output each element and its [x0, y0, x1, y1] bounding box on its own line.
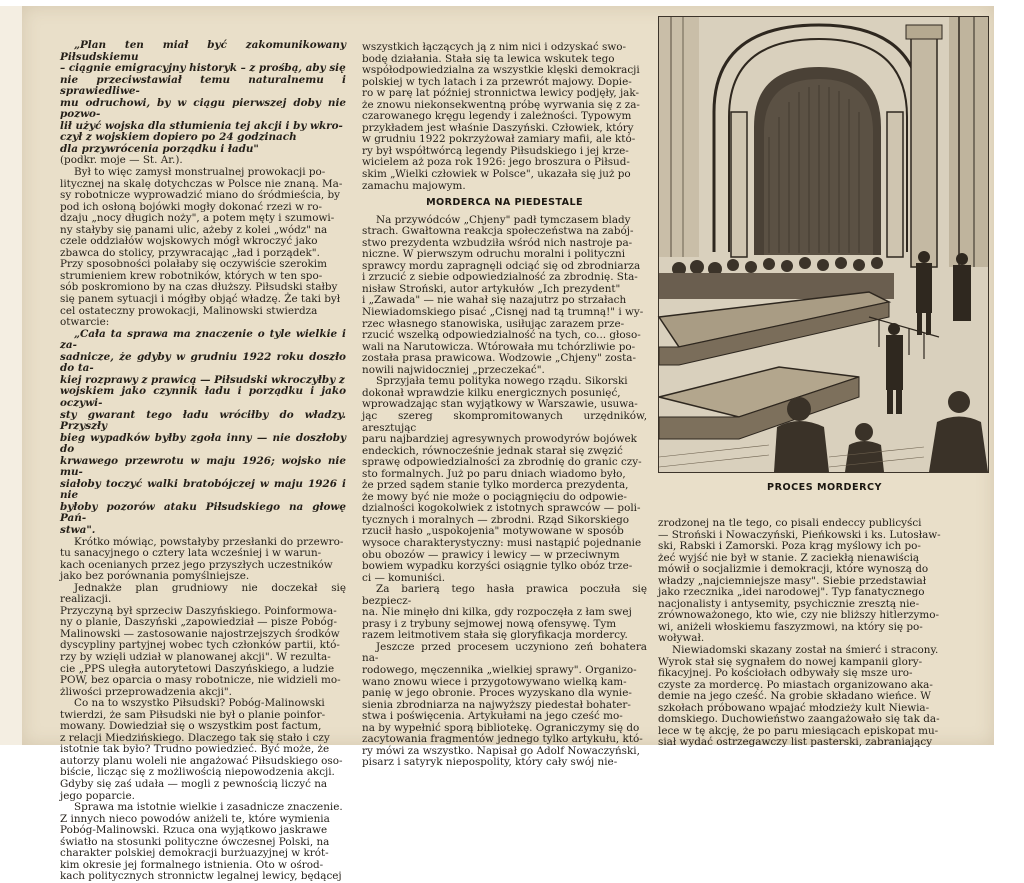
paragraph: Niewiadomski skazany został na śmierć i stracony. Wyrok stał się sygnałem do nowej kampanii glory- fikacyjnej. Po kościołach odbywały się msze uro- czyste za mordercę. Po miastach organizowano aka- demie na jego cześć. Na grobie składano wieńce. W szkołach próbowano wpajać młodzieży kult Niewia- domskiego. Duchowieństwo zaangażowało się tak da- lece w tę akcję, że po paru miesiącach episkopat mu- siał wydać ostrzegawczy list pasterski, zabraniający [658, 644, 940, 749]
section-heading: MORDERCA NA PIEDESTALE [426, 197, 583, 209]
courtroom-drawing [659, 17, 988, 472]
paragraph: Jednakże plan grudniowy nie doczekał się realizacji. Przyczyną był sprzeciw Daszyńskiego. Poinformowa- ny o planie, Daszyński „zapowiedział — pisze Pobóg- Malinowski — zastosowanie najostrzejszych środków dyscypliny partyjnej wobec tych członków partii, któ- rzy by wzięli udział w planowanej akcji". W rezulta- cie „PPS uległa autorytetowi Daszyńskiego, a ludzie POW, bez oparcia o masy robotnicze, nie widzieli mo- żliwości przeprowadzenia akcji". [60, 581, 346, 698]
paragraph: wszystkich łączących ją z nim nici i odzyskać swo- bodę działania. Stała się ta lewica wskutek tego współodpowiedzialna za wszystkie klęski demokracji polskiej w tych latach i za przewrót majowy. Dopie- ro w parę lat później stronnictwa lewicy podjęły, jak- że znowu niekonsekwentną próbę wyrwania się z za- czarowanego kręgu legendy i zależności. Typowym przykładem jest właśnie Daszyński. Człowiek, który w grudniu 1922 pokrzyżował zamiary mafii, ale któ- ry był współtwórcą legendy Piłsudskiego i jej krze- wicielem aż poza rok 1926: jego broszura o Piłsud- skim „Wielki człowiek w Polsce", ukazała się już po zamachu majowym. [362, 41, 640, 192]
article-column-left [60, 39, 346, 883]
scan-margin [0, 6, 22, 745]
figure-caption: PROCES MORDERCY [767, 482, 882, 493]
courtroom-illustration [658, 16, 989, 473]
paragraph: Sprzyjała temu polityka nowego rządu. Sikorski dokonał wprawdzie kilku energicznych posunięć, wprowadzając stan wyjątkowy w Warszawie, usuwa- jąc szereg skompromitowanych urzędników, aresztując paru najbardziej agresywnych prowodyrów bojówek endeckich, równocześnie jednak starał się zwęzić sprawę odpowiedzialności za zbrodnię do granic czy- sto formalnych. Już po paru dniach wiadomo było, że przed sądem stanie tylko morderca prezydenta, że mowy być nie może o pociągnięciu do odpowie- dzialności kogokolwiek z istotnych sprawców — poli- tycznych i moralnych — zbrodni. Rząd Sikorskiego rzucił hasło „uspokojenia" motywowane w sposób wysoce charakterystyczny: musi nastąpić pojednanie obu obozów — prawicy i lewicy — w przeciwnym bowiem wypadku korzyści osiągnie tylko obóz trze- ci — komuniści. [362, 375, 647, 584]
paragraph: Jeszcze przed procesem uczyniono zeń bohatera na- rodowego, męczennika „wielkiej sprawy". Organizo- wano znowu wiece i przygotowywano wielką kam- panię w jego obronie. Proces wyzyskano dla wynie- sienia zbrodniarza na najwyższy piedestał bohater- stwa i poświęcenia. Artykułami na jego cześć mo- na by wypełnić sporą bibliotekę. Ograniczymy się do zacytowania fragmentów jednego tylko artykułu, któ- ry mówi za wszystko. Napisał go Adolf Nowaczyński, pisarz i satyryk niepospolity, który cały swój nie- [362, 640, 647, 769]
paragraph: Był to więc zamysł monstrualnej prowokacji po- litycznej na skalę dotychczas w Polsce nie znaną. Ma- sy robotnicze wyprowadzić miano do śródmieścia, by pod ich osłoną bojówki mogły dokonać rzezi w ro- dzaju „nocy długich noży", a potem męty i szumowi- ny stałyby się panami ulic, ażeby z kolei „wódz" na czele oddziałów wojskowych mógł wkroczyć jako zbawca do stolicy, przywracając „ład i porządek". Przy sposobności polałaby się oczywiście szerokim strumieniem krew robotników, których w ten spo- sób poskromiono by na czas dłuższy. Piłsudski stałby się panem sytuacji i mógłby objąć władzę. Że taki był cel ostateczny prowokacji, Malinowski stwierdza otwarcie: [60, 166, 343, 329]
paragraph: „Cała ta sprawa ma znaczenie o tyle wielkie i za- sadnicze, że gdyby w grudniu 1922 roku doszło do ta- kiej rozprawy z prawicą — Piłsudski wkroczyłby z wojskiem jako czynnik ładu i porządku i jako oczywi- sty gwarant tego ładu wróciłby do władzy. Przyszły bieg wypadków byłby zgoła inny — nie doszłoby do krwawego przewrotu w maju 1926; wojsko nie mu- siałoby toczyć walki bratobójczej w maju 1926 i nie byłoby pozorów ataku Piłsudskiego na głowę Pań- stwa". [60, 327, 346, 536]
paragraph: (podkr. moje — St. Ar.). [60, 154, 183, 167]
paragraph: Na przywódców „Chjeny" padł tymczasem blady strach. Gwałtowna reakcja społeczeństwa na zabój- stwo prezydenta wzbudziła wśród nich nastroje pa- niczne. W pierwszym odruchu moralni i polityczni sprawcy mordu zapragnęli odciąć się od zbrodniarza i zrzucić z siebie odpowiedzialność za zbrodnię. Sta- nisław Stroński, autor artykułów „Ich prezydent" i „Zawada" — nie wahał się nazajutrz po strzałach Niewiadomskiego pisać „Cisnęj nad tą trumną!" i wy- rzec własnego stanowiska, usiłując zarazem prze- rzucić wszelką odpowiedzialność na tych, co... głoso- wali na Narutowicza. Wtórowała mu tchórzliwie po- została prasa prawicowa. Wodzowie „Chjeny" zosta- nowili najwidoczniej „przeczekać". [362, 213, 644, 376]
newspaper-page [22, 6, 994, 883]
paragraph: Krótko mówiąc, powstałyby przesłanki do przewro- tu sanacyjnego o cztery lata wcześniej i w warun- kach ocenianych przez jego przyszłych uczestników jako bez porównania pomyślniejsze. [60, 535, 344, 583]
paragraph: Za barierą tego hasła prawica poczuła się bezpiecz- na. Nie minęło dni kilka, gdy rozpoczęła z łam swej prasy i z trybuny sejmowej nową ofensywę. Tym razem leitmotivem stała się gloryfikacja mordercy. [362, 583, 647, 642]
article-column-middle [362, 41, 647, 769]
paragraph: zrodzonej na tle tego, co pisali endeccy publicyści — Stroński i Nowaczyński, Pieńkowski i ks. Lutosław- ski, Rabski i Zamorski. Poza krąg myślowy ich po- żeć wyjść nie był w stanie. Z zaciekłą nienawiścią mówił o socjalizmie i demokracji, które wynoszą do władzy „najciemniejsze masy". Siebie przedstawiał jako rzecznika „idei narodowej". Typ fanatycznego nacjonalisty i antysemity, psychicznie zresztą nie- zrównoważonego, kto wie, czy nie bliższy hitlerzymo- wi, aniżeli włoskiemu faszyzmowi, na który się po- woływał. [658, 517, 941, 645]
article-column-right [658, 517, 992, 749]
paragraph: Co na to wszystko Piłsudski? Pobóg-Malinowski twierdzi, że sam Piłsudski nie był o planie poinfor- mowany. Dowiedział się o wszystkim post factum, z relacji Miedzińskiego. Dlaczego tak się stało i czy istotnie tak było? Trudno powiedzieć. Być może, że autorzy planu woleli nie angażować Piłsudskiego oso- biście, licząc się z możliwością niepowodzenia akcji. Gdyby się zaś udała — mogli z pewnością liczyć na jego poparcie. [60, 697, 343, 802]
paragraph: Sprawa ma istotnie wielkie i zasadnicze znaczenie. Z innych nieco powodów aniżeli te, które wymienia Pobóg-Malinowski. Rzuca ona wyjątkowo jaskrawe światło na stosunki polityczne ówczesnej Polski, na charakter polskiej demokracji burżuazyjnej w krót- kim okresie jej formalnego istnienia. Oto w ośrod- kach politycznych stronnictw legalnej lewicy, będącej [60, 801, 343, 883]
paragraph: „Plan ten miał być zakomunikowany Piłsudskiemu – ciągnie emigracyjny historyk – z prośbą, aby się nie przeciwstawiał temu naturalnemu i sprawiedliwe- mu odruchowi, by w ciągu pierwszej doby nie pozwo- lił użyć wojska dla stłumienia tej akcji i by wkro- czył z wojskiem dopiero po 24 godzinach dla przywrócenia porządku i ładu" [60, 39, 346, 155]
